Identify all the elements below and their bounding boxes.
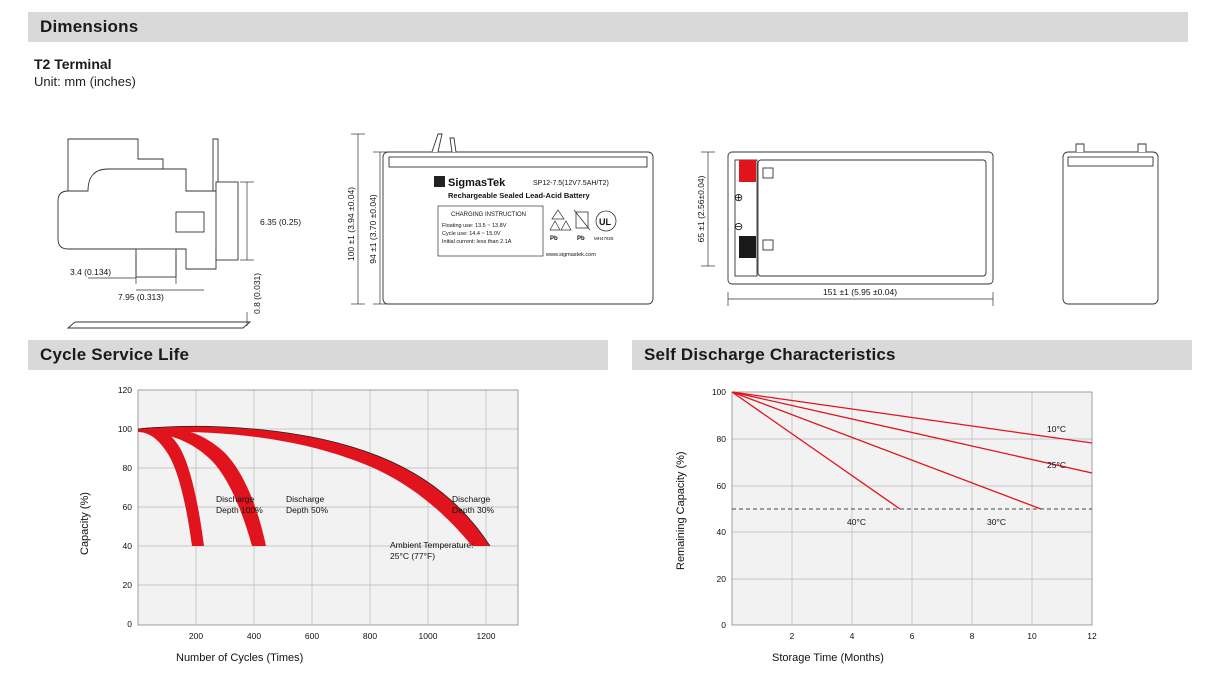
- pb-icon-label-2: Pb: [577, 236, 585, 242]
- negative-symbol: ⊖: [734, 221, 744, 233]
- annotation-temp-line1: Ambient Temperature:: [390, 540, 474, 550]
- svg-text:120: 120: [117, 385, 132, 395]
- self-discharge-chart-svg: [632, 370, 1192, 670]
- pb-icon-label-1: Pb: [550, 236, 558, 242]
- annotation-30-line2: Depth 30%: [452, 505, 495, 515]
- terminal-tab: [68, 322, 250, 328]
- svg-text:400: 400: [246, 631, 262, 641]
- svg-text:100: 100: [117, 424, 132, 434]
- series-label-30c: 30°C: [987, 517, 1006, 527]
- positive-terminal-marker: [739, 160, 756, 182]
- front-total-height-dim: 100 ±1 (3.94 ±0.04): [346, 186, 356, 262]
- series-label-10c: 10°C: [1047, 424, 1066, 434]
- cycle-x-ticks: [189, 631, 496, 641]
- svg-text:800: 800: [362, 631, 378, 641]
- svg-text:100: 100: [711, 387, 726, 397]
- annotation-100-line1: Discharge: [216, 494, 255, 504]
- annotation-30-line1: Discharge: [452, 494, 491, 504]
- svg-text:2: 2: [789, 631, 795, 641]
- dimensions-section: [28, 12, 1188, 314]
- terminal-width-dim: 7.95 (0.313): [118, 292, 164, 302]
- svg-text:12: 12: [1087, 631, 1097, 641]
- dimensions-header-title: Dimensions: [40, 17, 139, 36]
- svg-text:40: 40: [122, 541, 132, 551]
- top-view-drawing: [728, 152, 993, 284]
- charging-line-2: Cycle use: 14.4 ~ 15.0V: [442, 231, 501, 237]
- cycle-y-ticks: [118, 385, 132, 629]
- charging-line-3: Initial current: less than 2.1A: [442, 239, 512, 245]
- svg-text:60: 60: [716, 481, 726, 491]
- terminal-base-dim: 3.4 (0.134): [70, 267, 112, 277]
- self-discharge-section: [632, 340, 1192, 670]
- charging-title: CHARGING INSTRUCTION: [451, 212, 526, 218]
- series-label-25c: 25°C: [1047, 460, 1066, 470]
- charging-line-1: Floating use: 13.5 ~ 13.8V: [442, 223, 507, 229]
- self-x-axis-title: Storage Time (Months): [772, 652, 884, 664]
- model-number: SP12-7.5(12V7.5AH/T2): [533, 180, 609, 187]
- side-view-drawing: [1063, 144, 1158, 304]
- svg-text:600: 600: [304, 631, 320, 641]
- svg-text:6: 6: [909, 631, 915, 641]
- terminal-thickness-dim: 0.8 (0.031): [252, 272, 262, 314]
- cycle-y-axis-title: Capacity (%): [79, 492, 91, 555]
- cycle-header-title: Cycle Service Life: [40, 345, 190, 364]
- terminal-height-dim: 6.35 (0.25): [260, 217, 302, 227]
- top-width-dim: 65 ±1 (2.56±0.04): [696, 175, 706, 243]
- annotation-100-line2: Depth 100%: [216, 505, 263, 515]
- svg-text:200: 200: [188, 631, 204, 641]
- dimension-svg: [28, 64, 1188, 329]
- brand-mark-icon: [434, 176, 445, 187]
- annotation-temp-line2: 25°C (77°F): [390, 551, 436, 561]
- svg-text:40: 40: [716, 527, 726, 537]
- svg-text:UL: UL: [599, 217, 611, 227]
- self-x-ticks: [790, 631, 1097, 641]
- cycle-header: [28, 340, 608, 370]
- annotation-50-line1: Discharge: [286, 494, 325, 504]
- cycle-service-life-section: [28, 340, 608, 670]
- unit-note: Unit: mm (inches): [34, 74, 136, 89]
- self-y-axis-title: Remaining Capacity (%): [675, 451, 687, 570]
- dimensions-header: [28, 12, 1188, 42]
- self-discharge-header-title: Self Discharge Characteristics: [644, 345, 896, 364]
- svg-text:20: 20: [716, 574, 726, 584]
- dimension-drawings: [28, 64, 1188, 329]
- self-y-ticks: [712, 387, 726, 630]
- svg-text:0: 0: [127, 619, 132, 629]
- cycle-x-axis-title: Number of Cycles (Times): [176, 652, 304, 664]
- svg-text:10: 10: [1027, 631, 1037, 641]
- website-text: www.sigmastek.com: [546, 252, 596, 258]
- front-case-height-dim: 94 ±1 (3.70 ±0.04): [368, 194, 378, 264]
- brand-name: SigmasTek: [448, 177, 506, 189]
- battery-type: Rechargeable Sealed Lead-Acid Battery: [448, 191, 590, 200]
- svg-text:1000: 1000: [418, 631, 438, 641]
- series-label-40c: 40°C: [847, 517, 866, 527]
- svg-text:60: 60: [122, 502, 132, 512]
- cycle-chart: [28, 370, 608, 670]
- svg-text:1200: 1200: [476, 631, 496, 641]
- svg-text:0: 0: [721, 620, 726, 630]
- svg-text:20: 20: [122, 580, 132, 590]
- self-discharge-header: [632, 340, 1192, 370]
- svg-text:8: 8: [969, 631, 975, 641]
- self-discharge-chart: [632, 370, 1192, 670]
- svg-text:4: 4: [849, 631, 855, 641]
- svg-text:80: 80: [716, 434, 726, 444]
- ul-file-number: MH47925: [594, 236, 614, 241]
- positive-symbol: ⊕: [734, 192, 744, 204]
- annotation-50-line2: Depth 50%: [286, 505, 329, 515]
- cycle-chart-svg: [28, 370, 608, 670]
- top-length-dim: 151 ±1 (5.95 ±0.04): [822, 287, 898, 297]
- negative-terminal-marker: [739, 236, 756, 258]
- terminal-type-label: T2 Terminal: [34, 56, 112, 72]
- svg-text:80: 80: [122, 463, 132, 473]
